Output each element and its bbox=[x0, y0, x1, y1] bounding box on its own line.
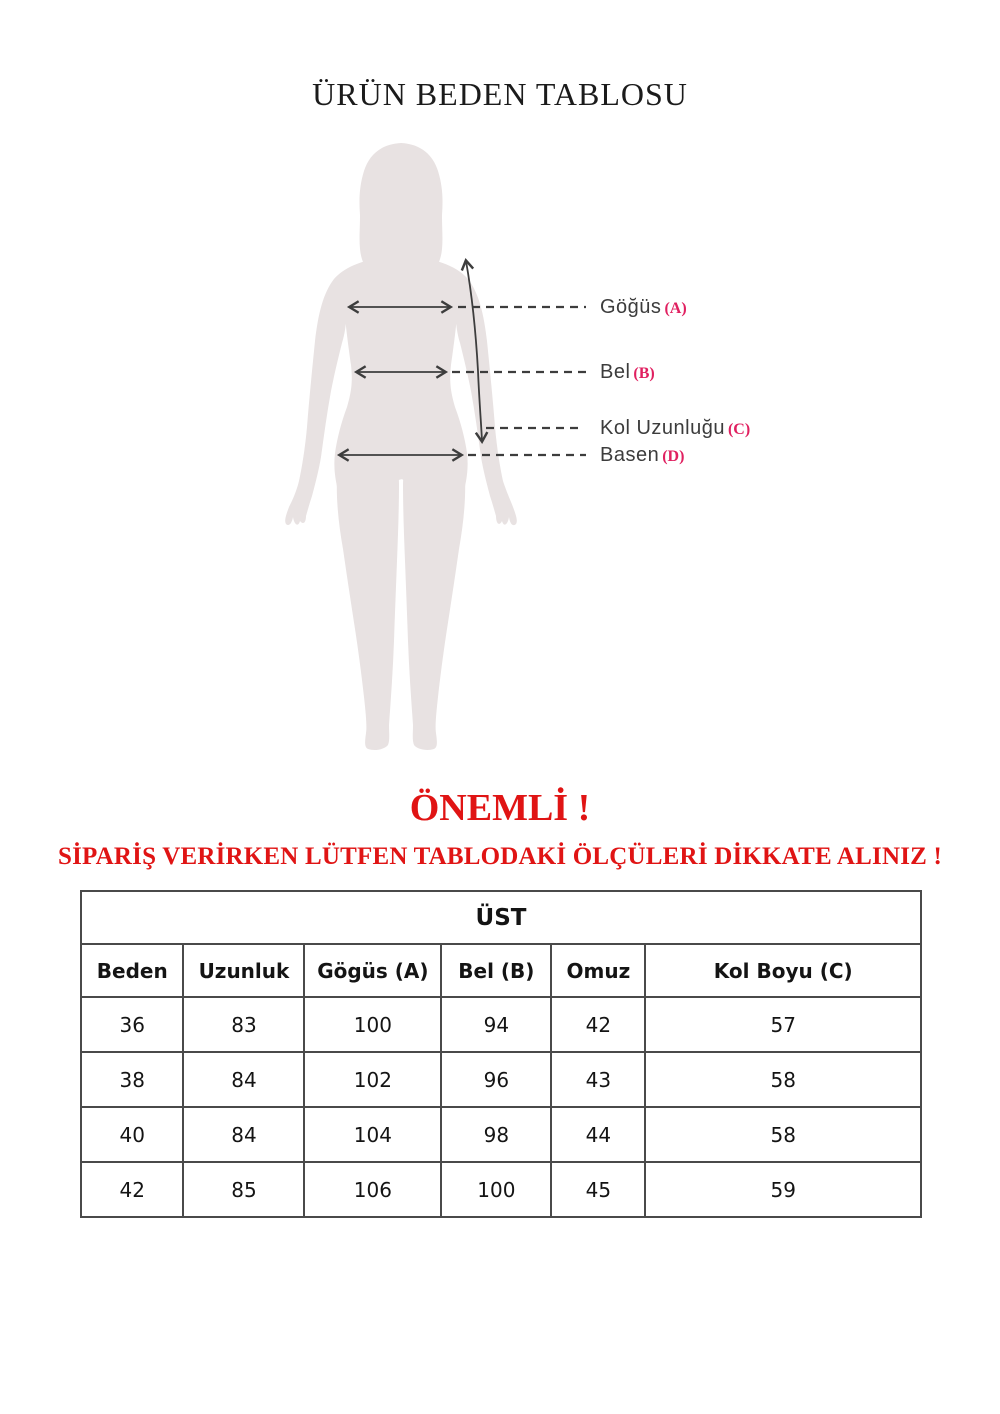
cell-beden: 36 bbox=[81, 997, 183, 1052]
arm-length-label-text: Kol Uzunluğu bbox=[600, 417, 725, 439]
column-header-omuz: Omuz bbox=[551, 944, 645, 997]
cell-beden: 38 bbox=[81, 1052, 183, 1107]
table-row bbox=[81, 1162, 921, 1217]
silhouette-right-leg bbox=[403, 463, 465, 750]
cell-omuz: 43 bbox=[551, 1052, 645, 1107]
cell-kol-boyu: 57 bbox=[645, 997, 921, 1052]
arm-length-label bbox=[600, 415, 750, 441]
chest-label bbox=[600, 294, 687, 320]
cell-uzunluk: 84 bbox=[183, 1107, 304, 1162]
silhouette-torso-arms bbox=[285, 256, 517, 525]
cell-bel: 98 bbox=[441, 1107, 551, 1162]
hip-label-text: Basen bbox=[600, 444, 660, 466]
cell-omuz: 42 bbox=[551, 997, 645, 1052]
hip-label-code: (D) bbox=[662, 448, 685, 465]
cell-gogus: 100 bbox=[304, 997, 441, 1052]
cell-omuz: 44 bbox=[551, 1107, 645, 1162]
column-header-bel: Bel (B) bbox=[441, 944, 551, 997]
female-body-silhouette bbox=[285, 143, 517, 750]
important-heading: ÖNEMLİ ! bbox=[409, 787, 591, 829]
cell-uzunluk: 84 bbox=[183, 1052, 304, 1107]
table-row bbox=[81, 1107, 921, 1162]
column-header-gogus: Gögüs (A) bbox=[304, 944, 441, 997]
table-row bbox=[81, 1052, 921, 1107]
silhouette-head bbox=[359, 143, 442, 276]
cell-kol-boyu: 58 bbox=[645, 1052, 921, 1107]
hip-label bbox=[600, 442, 684, 468]
column-header-beden: Beden bbox=[81, 944, 183, 997]
cell-uzunluk: 85 bbox=[183, 1162, 304, 1217]
table-column-header-row bbox=[81, 944, 921, 997]
column-header-kol-boyu: Kol Boyu (C) bbox=[645, 944, 921, 997]
cell-gogus: 106 bbox=[304, 1162, 441, 1217]
chest-label-code: (A) bbox=[664, 300, 687, 317]
cell-beden: 42 bbox=[81, 1162, 183, 1217]
column-header-uzunluk: Uzunluk bbox=[183, 944, 304, 997]
size-table bbox=[80, 890, 922, 1218]
waist-label bbox=[600, 359, 655, 385]
waist-label-text: Bel bbox=[600, 361, 631, 383]
cell-gogus: 104 bbox=[304, 1107, 441, 1162]
cell-kol-boyu: 58 bbox=[645, 1107, 921, 1162]
cell-beden: 40 bbox=[81, 1107, 183, 1162]
cell-kol-boyu: 59 bbox=[645, 1162, 921, 1217]
cell-uzunluk: 83 bbox=[183, 997, 304, 1052]
cell-bel: 94 bbox=[441, 997, 551, 1052]
cell-gogus: 102 bbox=[304, 1052, 441, 1107]
warning-message: SİPARİŞ VERİRKEN LÜTFEN TABLODAKİ ÖLÇÜLERİ DİKKATE ALINIZ ! bbox=[58, 843, 942, 870]
chest-label-text: Göğüs bbox=[600, 296, 662, 318]
cell-bel: 96 bbox=[441, 1052, 551, 1107]
silhouette-left-leg bbox=[337, 463, 399, 750]
page-title: ÜRÜN BEDEN TABLOSU bbox=[312, 76, 688, 112]
table-group-header: ÜST bbox=[81, 891, 921, 944]
table-group-header-row bbox=[81, 891, 921, 944]
body-measurement-diagram bbox=[280, 135, 600, 757]
cell-bel: 100 bbox=[441, 1162, 551, 1217]
arm-length-label-code: (C) bbox=[727, 421, 751, 438]
waist-label-code: (B) bbox=[633, 365, 655, 382]
cell-omuz: 45 bbox=[551, 1162, 645, 1217]
table-row bbox=[81, 997, 921, 1052]
